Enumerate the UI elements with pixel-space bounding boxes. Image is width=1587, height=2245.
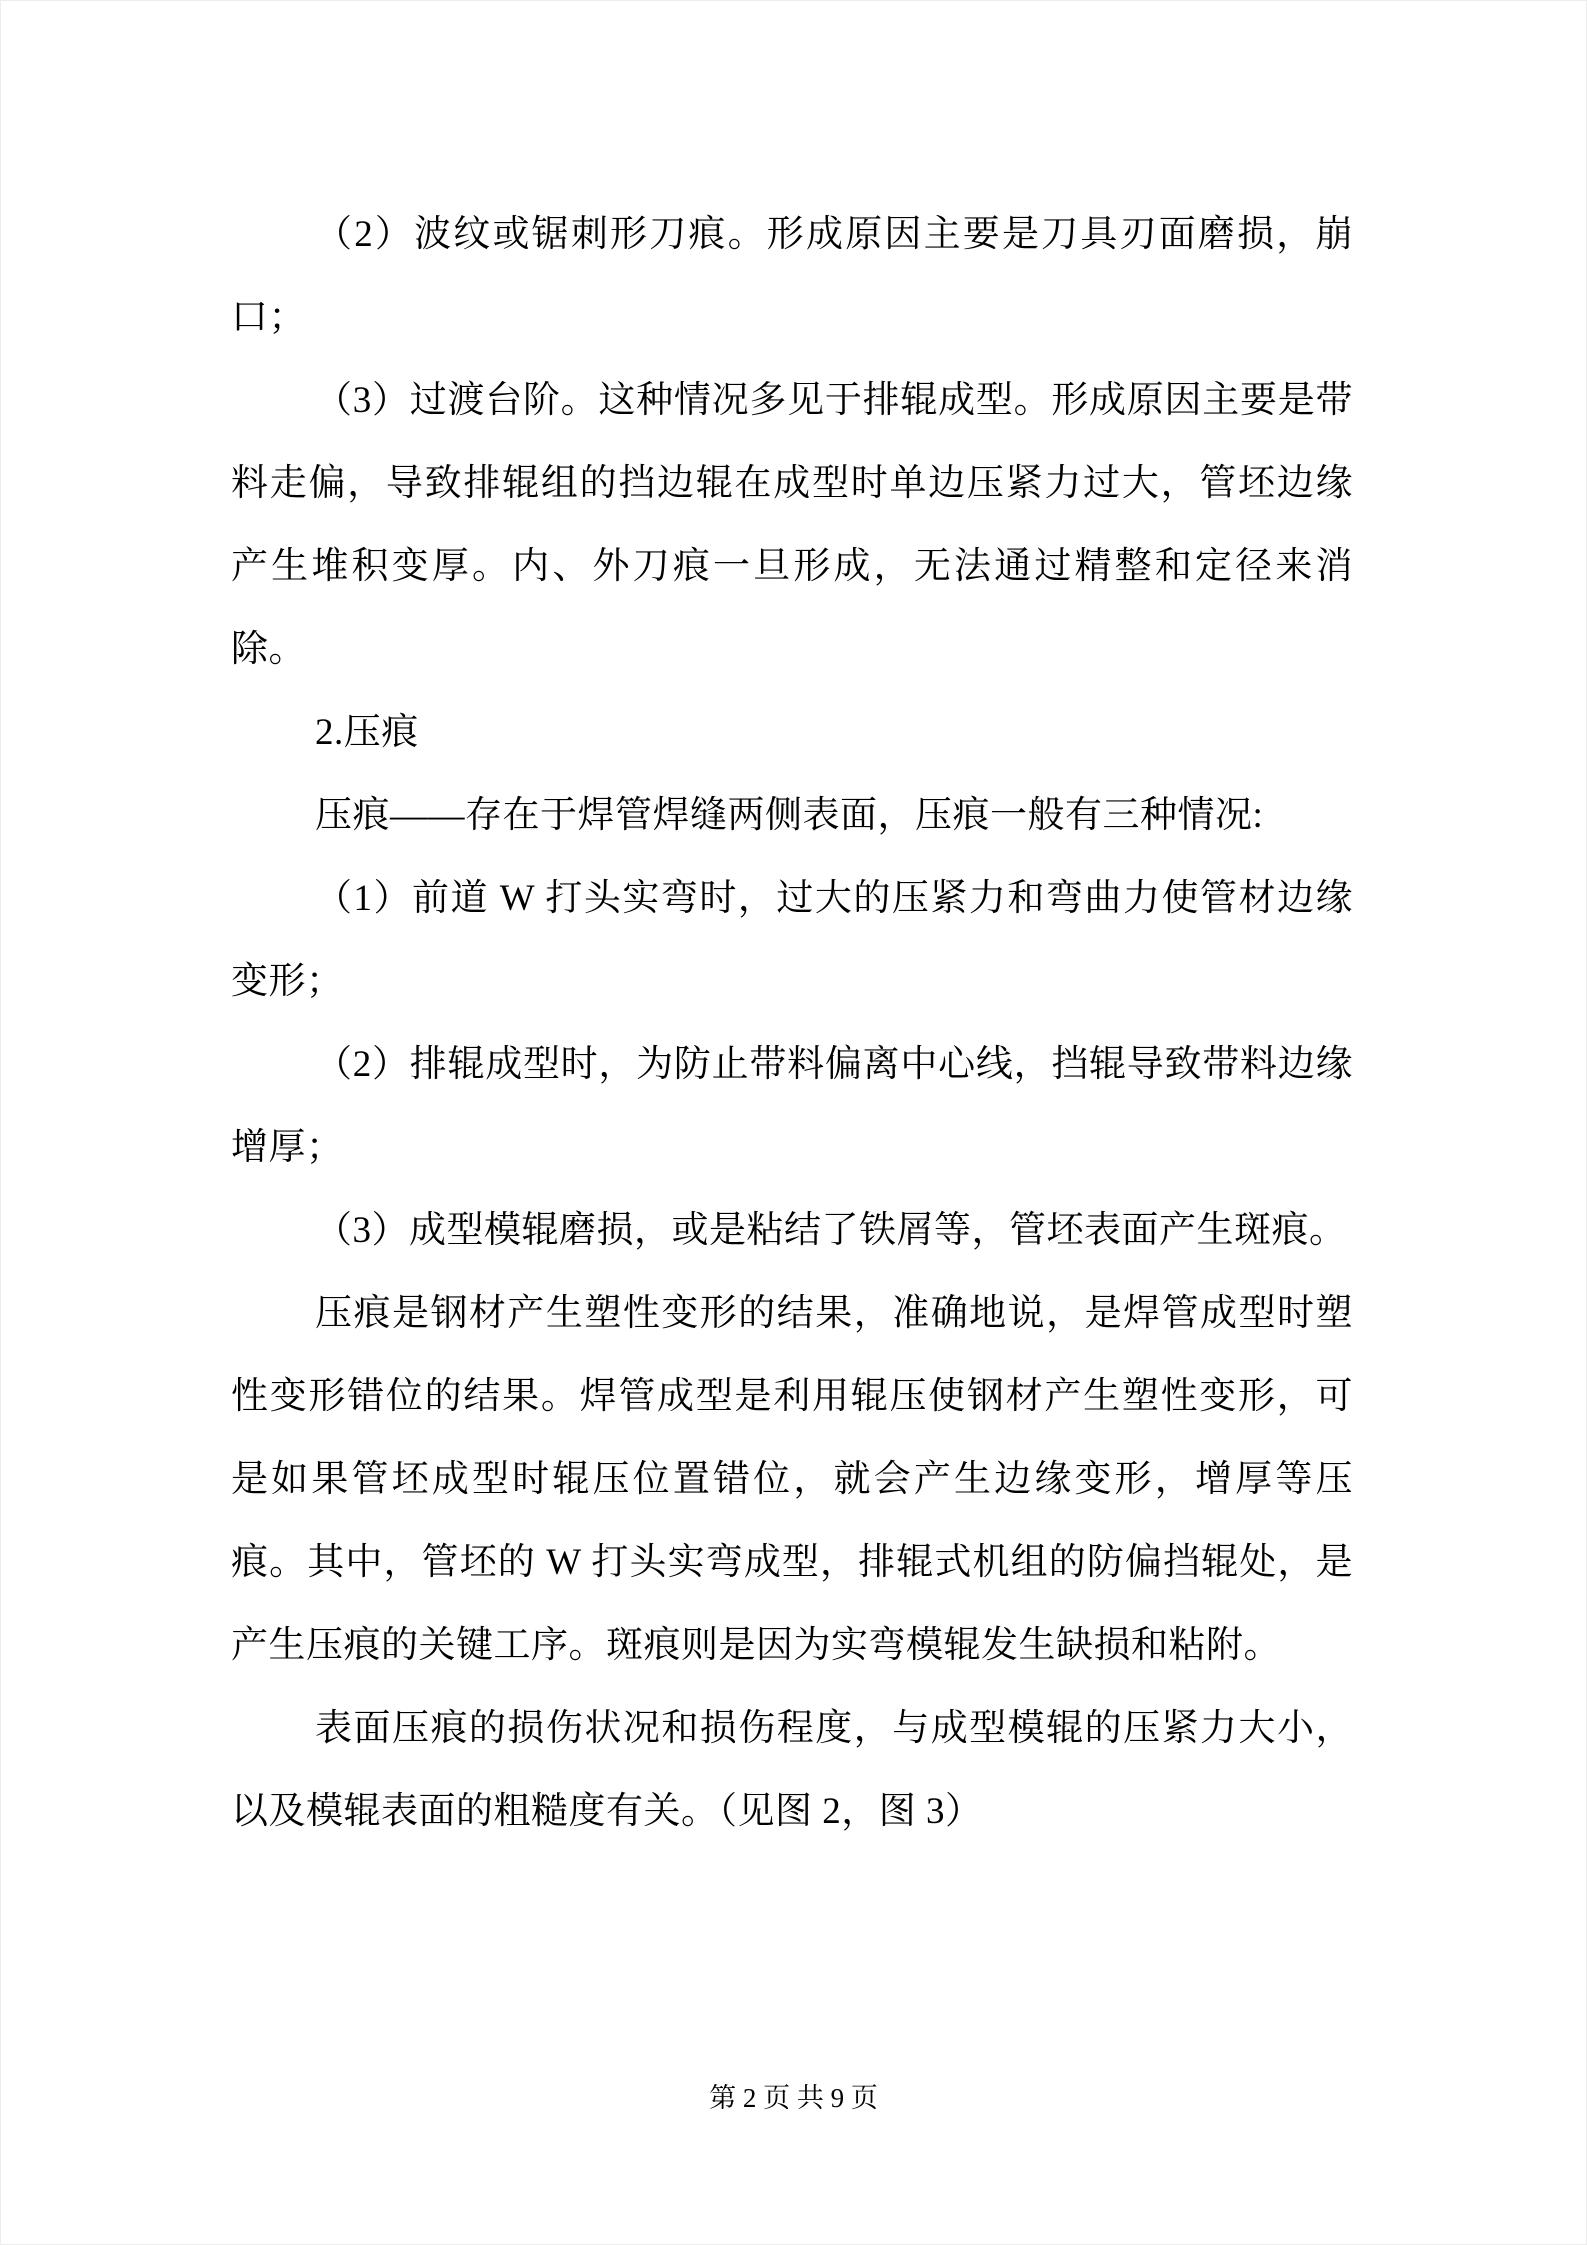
page-footer bbox=[1, 2081, 1586, 2115]
paragraph-indentation-damage-factors: 表面压痕的损伤状况和损伤程度，与成型模辊的压紧力大小，以及模辊表面的粗糙度有关。（见图 2，图 3） bbox=[231, 1708, 1353, 1832]
paragraph-indentation-intro: 压痕——存在于焊管焊缝两侧表面，压痕一般有三种情况: bbox=[315, 795, 1264, 836]
paragraph-indentation-case-3: （3）成型模辊磨损，或是粘结了铁屑等，管坯表面产生斑痕。 bbox=[315, 1210, 1347, 1251]
paragraph-indentation-case-1: （1）前道 W 打头实弯时，过大的压紧力和弯曲力使管材边缘变形； bbox=[231, 878, 1353, 1002]
paragraph-indentation-case-2: （2）排辊成型时，为防止带料偏离中心线，挡辊导致带料边缘增厚； bbox=[231, 1044, 1353, 1168]
section-heading-indentation: 2.压痕 bbox=[315, 712, 419, 753]
document-body bbox=[231, 193, 1353, 1853]
page-number-text: 第 2 页 共 9 页 bbox=[709, 2083, 878, 2113]
paragraph-cut-mark-2: （2）波纹或锯刺形刀痕。形成原因主要是刀具刃面磨损，崩口； bbox=[231, 214, 1353, 338]
paragraph-cut-mark-3: （3）过渡台阶。这种情况多见于排辊成型。形成原因主要是带料走偏，导致排辊组的挡边辊在成型时单边压紧力过大，管坯边缘产生堆积变厚。内、外刀痕一旦形成，无法通过精整和定径来消除。 bbox=[231, 380, 1353, 670]
paragraph-indentation-explanation: 压痕是钢材产生塑性变形的结果，准确地说，是焊管成型时塑性变形错位的结果。焊管成型是利用辊压使钢材产生塑性变形，可是如果管坯成型时辊压位置错位，就会产生边缘变形，增厚等压痕。其中，管坯的 W 打头实弯成型，排辊式机组的防偏挡辊处，是产生压痕的关键工序。斑痕则是因为实弯模辊发生缺损和粘附。 bbox=[231, 1293, 1353, 1666]
